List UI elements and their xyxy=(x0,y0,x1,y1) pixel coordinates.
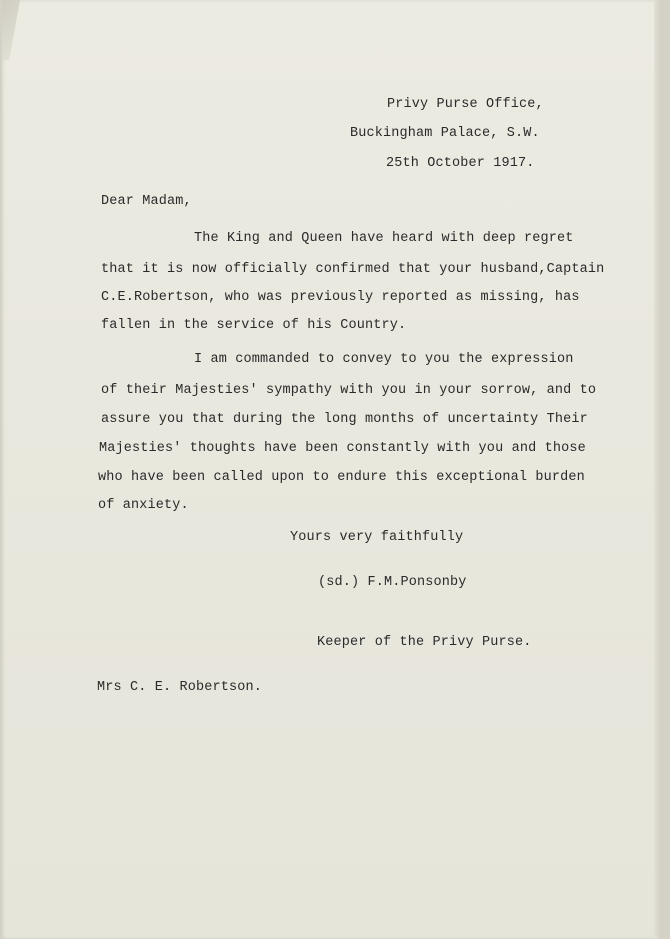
page-edge xyxy=(654,0,662,939)
closing: Yours very faithfully xyxy=(290,530,464,545)
paragraph2-line: of their Majesties' sympathy with you in your sorrow, and to xyxy=(101,383,597,398)
paragraph1-line: C.E.Robertson, who was previously reported as missing, has xyxy=(101,290,580,305)
paragraph2-line: Majesties' thoughts have been constantly with you and those xyxy=(99,441,586,456)
paragraph2-line: assure you that during the long months of uncertainty Their xyxy=(101,412,588,427)
letter-date: 25th October 1917. xyxy=(386,156,535,171)
paragraph2-line: of anxiety. xyxy=(98,498,189,513)
paragraph1-line: that it is now officially confirmed that your husband,Captain xyxy=(101,262,605,277)
address-line-office: Privy Purse Office, xyxy=(387,97,544,112)
signer-title: Keeper of the Privy Purse. xyxy=(317,635,532,650)
signature: (sd.) F.M.Ponsonby xyxy=(318,575,467,590)
paragraph2-line: I am commanded to convey to you the expression xyxy=(194,352,574,367)
torn-corner xyxy=(2,0,20,60)
salutation: Dear Madam, xyxy=(101,194,192,209)
recipient-name: Mrs C. E. Robertson. xyxy=(97,680,263,695)
paragraph1-line: fallen in the service of his Country. xyxy=(101,318,407,333)
address-line-palace: Buckingham Palace, S.W. xyxy=(350,126,540,141)
paragraph1-line: The King and Queen have heard with deep regret xyxy=(194,231,574,246)
paragraph2-line: who have been called upon to endure this exceptional burden xyxy=(98,470,585,485)
